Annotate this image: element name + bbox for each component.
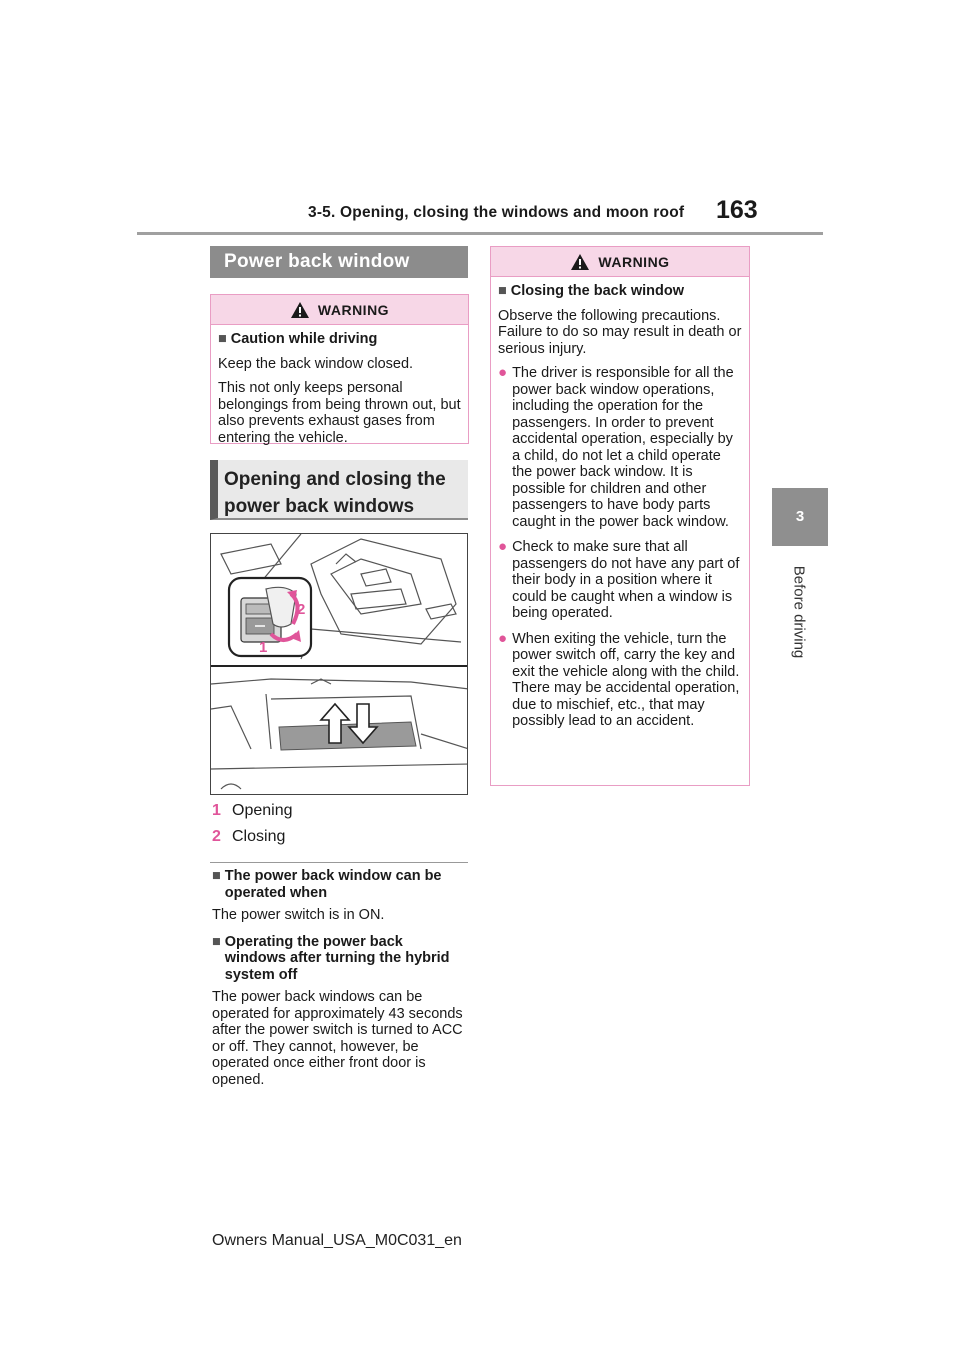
step-label: Closing — [232, 828, 286, 845]
note-text: The power switch is in ON. — [212, 907, 385, 923]
callout-2: 2 — [297, 601, 306, 618]
warning-paragraph: Observe the following precautions. — [498, 307, 721, 324]
note-text: The power back windows can be operated for approximately 43 seconds after the power switch is turned to ACC or off. They cannot, however, be operated once either front door is opened. — [212, 989, 463, 1088]
chapter-label-text: Before driving — [790, 565, 808, 659]
note-title: The power back window can be operated when — [224, 868, 442, 901]
page-number: 163 — [716, 196, 758, 224]
section-heading-line: Opening and closing the — [224, 469, 446, 490]
warning-title: Closing the back window — [510, 283, 684, 299]
note-title: Operating the power back windows after turning the hybrid system off — [224, 933, 450, 983]
square-bullet-icon: ■ — [218, 331, 227, 347]
page-footer: Owners Manual_USA_M0C031_en — [212, 1232, 462, 1249]
bullet-dot-icon: ● — [498, 364, 508, 381]
callout-1: 1 — [259, 639, 268, 656]
warning-paragraph: Failure to do so may result in death or serious injury. — [498, 324, 742, 357]
square-bullet-icon: ■ — [212, 868, 221, 884]
warning-box-closing — [490, 246, 750, 786]
bullet-dot-icon: ● — [498, 538, 508, 555]
warning-box-caution — [210, 294, 469, 444]
illustration-power-back-window — [210, 533, 468, 795]
section-heading-power-back-window: Power back window — [210, 246, 468, 278]
warning-label: WARNING — [598, 253, 670, 270]
warning-header — [491, 247, 749, 277]
warning-bullet-text: Check to make sure that all passengers do not have any part of their body in a position where it could be caught when a window is being operated. — [512, 539, 740, 621]
section-heading-opening-closing — [210, 460, 468, 520]
notes-section — [212, 868, 468, 1098]
square-bullet-icon: ■ — [498, 283, 507, 299]
chapter-label — [771, 552, 827, 672]
step-label: Opening — [232, 802, 293, 819]
step-list — [212, 798, 293, 850]
warning-triangle-icon — [290, 301, 310, 319]
warning-label: WARNING — [317, 301, 390, 318]
list-item — [498, 539, 743, 622]
warning-paragraph: This not only keeps personal belongings from being thrown out, but also prevents exhaust gases from entering the vehicle. — [218, 380, 461, 446]
notes-divider — [210, 862, 468, 863]
warning-bullet-text: When exiting the vehicle, turn the power switch off, carry the key and exit the vehicle along with the child. There may be accidental operation, due to mischief, etc., that may possibly lead to an accident. — [512, 630, 740, 729]
warning-title: Caution while driving — [230, 331, 378, 347]
bullet-dot-icon: ● — [498, 629, 508, 647]
illustration-drawing — [211, 534, 468, 795]
list-item — [212, 798, 293, 824]
page-header-title: 3-5. Opening, closing the windows and moon roof — [308, 204, 685, 221]
chapter-tab: 3 — [772, 488, 828, 546]
step-number: 1 — [212, 802, 221, 819]
list-item — [498, 631, 743, 730]
warning-paragraph: Keep the back window closed. — [218, 355, 414, 372]
step-number: 2 — [212, 828, 221, 845]
header-divider — [137, 232, 823, 235]
warning-header — [211, 295, 468, 325]
square-bullet-icon: ■ — [212, 933, 221, 950]
list-item — [498, 365, 743, 530]
warning-triangle-icon — [570, 253, 590, 271]
section-heading-line: power back windows — [224, 496, 415, 517]
warning-bullet-text: The driver is responsible for all the power back window operations, including the operation for the passengers. In order to prevent accidental operation, especially by a child, do not let a child operate the power back window. It is possible for children and other passengers to have body parts caught in the power back window. — [512, 365, 734, 530]
list-item — [212, 824, 293, 850]
